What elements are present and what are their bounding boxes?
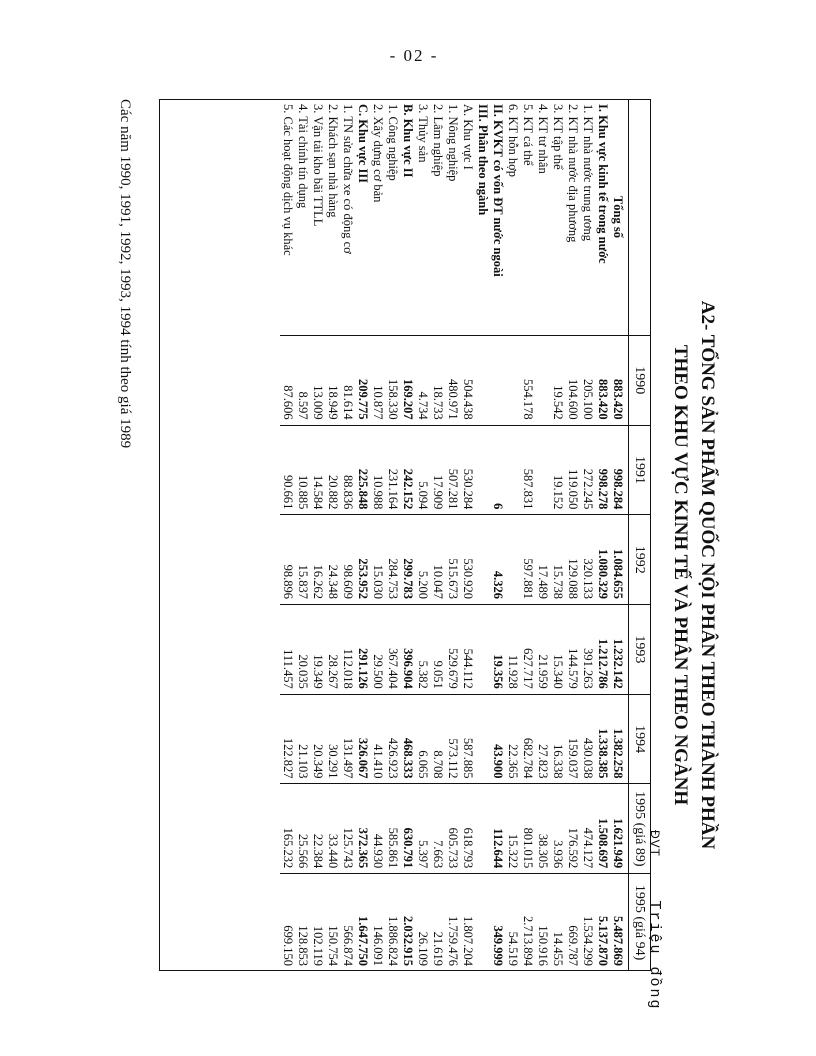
value-cell: 4.734 [415, 335, 430, 425]
value-cell: 225.848 [355, 425, 370, 515]
value-cell [505, 515, 520, 605]
value-cell [475, 605, 490, 695]
value-cell: 131.497 [340, 694, 355, 784]
value-cell: 507.281 [445, 425, 460, 515]
value-cell: 998.284 [610, 425, 629, 515]
value-cell: 530.284 [460, 425, 475, 515]
table-row [400, 99, 415, 971]
value-cell: 98.609 [340, 515, 355, 605]
value-cell: 699.150 [281, 925, 295, 966]
value-cell [475, 694, 490, 784]
row-label: 2. Lâm nghiệp [430, 99, 445, 335]
value-cell: 618.793 [460, 784, 475, 874]
row-label: 2. Xây dựng cơ bản [370, 99, 385, 335]
value-cell: 146.091 [371, 925, 385, 966]
value-cell [475, 874, 490, 971]
value-cell: 1.807.204 [461, 916, 475, 966]
header-cell: 1993 [629, 605, 652, 695]
value-cell: 19.152 [550, 425, 565, 515]
value-cell: 16.262 [310, 515, 325, 605]
value-cell: 1.084.655 [610, 515, 629, 605]
value-cell: 242.152 [400, 425, 415, 515]
value-cell: 5.397 [415, 784, 430, 874]
table-row [475, 99, 490, 971]
row-label: I. Khu vực kinh tế trong nước [595, 99, 610, 335]
value-cell: 1.621.949 [610, 784, 629, 874]
value-cell: 5.382 [415, 605, 430, 695]
row-label: 5. KT cá thể [520, 99, 535, 335]
value-cell: 15.340 [550, 605, 565, 695]
value-cell: 426.923 [385, 694, 400, 784]
value-cell: 1.759.476 [446, 916, 460, 966]
value-cell: 13.009 [310, 335, 325, 425]
value-cell: 21.103 [295, 694, 310, 784]
value-cell: 1.382.258 [610, 694, 629, 784]
table-row [550, 99, 565, 971]
value-cell: 5.487.869 [611, 916, 625, 966]
unit-value: Triệu đồng [646, 900, 663, 1011]
value-cell: 326.067 [355, 694, 370, 784]
row-label: 1. KT nhà nước trung ương [580, 99, 595, 335]
value-cell: 8.708 [430, 694, 445, 784]
value-cell [535, 335, 550, 425]
value-cell: 396.904 [400, 605, 415, 695]
value-cell: 10.877 [370, 335, 385, 425]
value-cell: 6 [490, 425, 505, 515]
value-cell: 19.349 [310, 605, 325, 695]
header-cell: 1991 [629, 425, 652, 515]
value-cell: 605.733 [445, 784, 460, 874]
value-cell: 1.534.299 [581, 916, 595, 966]
row-label: A. Khu vực I [460, 99, 475, 335]
value-cell: 468.333 [400, 694, 415, 784]
value-cell: 391.263 [580, 605, 595, 695]
value-cell: 209.775 [355, 335, 370, 425]
table-row [580, 99, 595, 971]
value-cell: 29.500 [370, 605, 385, 695]
value-cell: 165.232 [280, 784, 295, 874]
value-cell: 587.831 [520, 425, 535, 515]
value-cell: 20.349 [310, 694, 325, 784]
value-cell [475, 784, 490, 874]
table-row [340, 99, 355, 971]
value-cell: 11.928 [505, 605, 520, 695]
value-cell: 272.245 [580, 425, 595, 515]
value-cell: 205.100 [580, 335, 595, 425]
value-cell: 128.853 [296, 925, 310, 966]
unit-label: ĐVT [648, 830, 662, 857]
value-cell: 150.754 [326, 925, 340, 966]
value-cell: 1.080.329 [595, 515, 610, 605]
value-cell: 14.584 [310, 425, 325, 515]
value-cell: 159.037 [565, 694, 580, 784]
value-cell: 1.647.750 [356, 916, 370, 966]
header-cell: 1995 (giá 94) [629, 874, 652, 971]
value-cell: 125.743 [340, 784, 355, 874]
value-cell: 372.365 [355, 784, 370, 874]
value-cell: 144.579 [565, 605, 580, 695]
value-cell: 801.015 [520, 784, 535, 874]
table-row [610, 99, 629, 971]
row-label: B. Khu vực II [400, 99, 415, 335]
row-label: 3. KT tập thể [550, 99, 565, 335]
value-cell: 21.619 [431, 931, 445, 966]
value-cell [475, 425, 490, 515]
table-row [535, 99, 550, 971]
value-cell: 15.030 [370, 515, 385, 605]
table-body [280, 99, 629, 971]
value-cell: 43.900 [490, 694, 505, 784]
value-cell: 18.733 [430, 335, 445, 425]
value-cell: 1.232.142 [610, 605, 629, 695]
value-cell: 515.673 [445, 515, 460, 605]
header-cell: 1990 [629, 335, 652, 425]
row-label: 6. KT hỗn hợp [505, 99, 520, 335]
table-row [460, 99, 475, 971]
value-cell: 119.050 [565, 425, 580, 515]
value-cell: 299.783 [400, 515, 415, 605]
row-label: 2. Khách sạn nhà hàng [325, 99, 340, 335]
value-cell: 22.384 [310, 784, 325, 874]
table-row [325, 99, 340, 971]
value-cell: 998.278 [595, 425, 610, 515]
row-label: III. Phân theo ngành [475, 99, 490, 335]
table-row [310, 99, 325, 971]
value-cell: 367.404 [385, 605, 400, 695]
value-cell: 88.836 [340, 425, 355, 515]
value-cell: 17.489 [535, 515, 550, 605]
table-row [490, 99, 505, 971]
header-cell: 1994 [629, 694, 652, 784]
value-cell [505, 335, 520, 425]
table-row [505, 99, 520, 971]
gdp-table [280, 99, 651, 971]
value-cell: 630.791 [400, 784, 415, 874]
value-cell: 1.508.697 [595, 784, 610, 874]
value-cell: 8.597 [295, 335, 310, 425]
row-label: 3. Vận tải kho bãi TTLL [310, 99, 325, 335]
table-row [295, 99, 310, 971]
value-cell: 1.886.824 [386, 916, 400, 966]
value-cell: 883.420 [610, 335, 629, 425]
row-label: 4. Tài chính tín dụng [295, 99, 310, 335]
value-cell: 98.896 [280, 515, 295, 605]
value-cell: 253.952 [355, 515, 370, 605]
value-cell: 129.088 [565, 515, 580, 605]
value-cell: 169.207 [400, 335, 415, 425]
value-cell: 30.291 [325, 694, 340, 784]
row-label: 1. Công nghiệp [385, 99, 400, 335]
value-cell: 122.827 [280, 694, 295, 784]
value-cell: 349.999 [491, 925, 505, 966]
page-number: - 02 - [389, 46, 439, 65]
value-cell: 3.936 [550, 784, 565, 874]
table-row [565, 99, 580, 971]
value-cell: 104.600 [565, 335, 580, 425]
table-row [595, 99, 610, 971]
value-cell: 112.644 [490, 784, 505, 874]
value-cell: 2.713.894 [521, 916, 535, 966]
value-cell [535, 425, 550, 515]
value-cell: 87.606 [280, 335, 295, 425]
value-cell: 14.455 [551, 931, 565, 966]
value-cell: 158.330 [385, 335, 400, 425]
value-cell: 19.542 [550, 335, 565, 425]
value-cell: 112.018 [340, 605, 355, 695]
value-cell: 529.679 [445, 605, 460, 695]
value-cell: 597.881 [520, 515, 535, 605]
table-row [385, 99, 400, 971]
value-cell: 176.592 [565, 784, 580, 874]
value-cell: 81.614 [340, 335, 355, 425]
row-label: II. KVKT có vốn ĐT nước ngoài [490, 99, 505, 335]
value-cell: 10.885 [295, 425, 310, 515]
value-cell: 9.051 [430, 605, 445, 695]
value-cell: 21.959 [535, 605, 550, 695]
value-cell: 44.930 [370, 784, 385, 874]
value-cell [505, 425, 520, 515]
value-cell: 111.457 [280, 605, 295, 695]
table-row [445, 99, 460, 971]
header-cell [629, 99, 652, 335]
table-row [370, 99, 385, 971]
value-cell: 682.784 [520, 694, 535, 784]
value-cell: 566.874 [341, 925, 355, 966]
value-cell: 585.861 [385, 784, 400, 874]
table-row [355, 99, 370, 971]
value-cell: 10.047 [430, 515, 445, 605]
table-header-row [629, 99, 652, 971]
value-cell: 90.661 [280, 425, 295, 515]
value-cell: 15.322 [505, 784, 520, 874]
value-cell: 587.885 [460, 694, 475, 784]
value-cell: 20.035 [295, 605, 310, 695]
value-cell: 38.305 [535, 784, 550, 874]
value-cell: 26.109 [416, 931, 430, 966]
value-cell: 15.738 [550, 515, 565, 605]
value-cell: 28.267 [325, 605, 340, 695]
value-cell [475, 515, 490, 605]
value-cell: 18.949 [325, 335, 340, 425]
value-cell: 20.882 [325, 425, 340, 515]
value-cell: 10.988 [370, 425, 385, 515]
value-cell: 627.717 [520, 605, 535, 695]
value-cell: 41.410 [370, 694, 385, 784]
table-title-line-1: A2- TỔNG SẢN PHẨM QUỐC NỘI PHÂN THEO THÀNH PHẦN [697, 300, 718, 850]
value-cell: 669.787 [566, 925, 580, 966]
value-cell: 284.753 [385, 515, 400, 605]
value-cell: 554.178 [520, 335, 535, 425]
value-cell: 24.348 [325, 515, 340, 605]
value-cell: 430.038 [580, 694, 595, 784]
value-cell: 15.837 [295, 515, 310, 605]
row-label: 5. Các hoạt động dịch vụ khác [280, 99, 295, 335]
value-cell: 33.440 [325, 784, 340, 874]
value-cell: 1.212.786 [595, 605, 610, 695]
value-cell: 16.338 [550, 694, 565, 784]
value-cell: 27.823 [535, 694, 550, 784]
value-cell: 291.126 [355, 605, 370, 695]
value-cell: 7.663 [430, 784, 445, 874]
value-cell: 231.164 [385, 425, 400, 515]
value-cell: 54.519 [506, 931, 520, 966]
value-cell: 5.094 [415, 425, 430, 515]
value-cell: 150.916 [536, 925, 550, 966]
value-cell: 102.119 [311, 925, 325, 966]
value-cell: 25.566 [295, 784, 310, 874]
value-cell: 17.909 [430, 425, 445, 515]
value-cell: 544.112 [460, 605, 475, 695]
value-cell: 480.971 [445, 335, 460, 425]
value-cell: 6.065 [415, 694, 430, 784]
table-row [280, 99, 295, 971]
value-cell: 1.338.385 [595, 694, 610, 784]
row-label: 1. TN sửa chữa xe có động cơ [340, 99, 355, 335]
value-cell: 504.438 [460, 335, 475, 425]
value-cell: 22.365 [505, 694, 520, 784]
header-cell: 1992 [629, 515, 652, 605]
row-label: 2. KT nhà nước địa phương [565, 99, 580, 335]
row-label: 4. KT tư nhân [535, 99, 550, 335]
table-title-line-2: THEO KHU VỰC KINH TẾ VÀ PHÂN THEO NGÀNH [670, 344, 691, 806]
value-cell: 19.356 [490, 605, 505, 695]
table-row [430, 99, 445, 971]
value-cell: 883.420 [595, 335, 610, 425]
value-cell: 4.326 [490, 515, 505, 605]
value-cell: 5.200 [415, 515, 430, 605]
row-label: C. Khu vực III [355, 99, 370, 335]
row-label: 1. Nông nghiệp [445, 99, 460, 335]
value-cell: 573.112 [445, 694, 460, 784]
row-label: 3. Thủy sản [415, 99, 430, 335]
row-label: Tổng số [610, 99, 629, 335]
table-row [415, 99, 430, 971]
value-cell: 320.133 [580, 515, 595, 605]
table-row [520, 99, 535, 971]
value-cell: 474.127 [580, 784, 595, 874]
value-cell: 530.920 [460, 515, 475, 605]
value-cell: 5.137.870 [596, 916, 610, 966]
header-cell: 1995 (giá 89) [629, 784, 652, 874]
value-cell [490, 335, 505, 425]
footnote: Các năm 1990, 1991, 1992, 1993, 1994 tính theo giá 1989 [117, 99, 133, 449]
value-cell: 2.032.915 [401, 916, 415, 966]
value-cell [475, 335, 490, 425]
